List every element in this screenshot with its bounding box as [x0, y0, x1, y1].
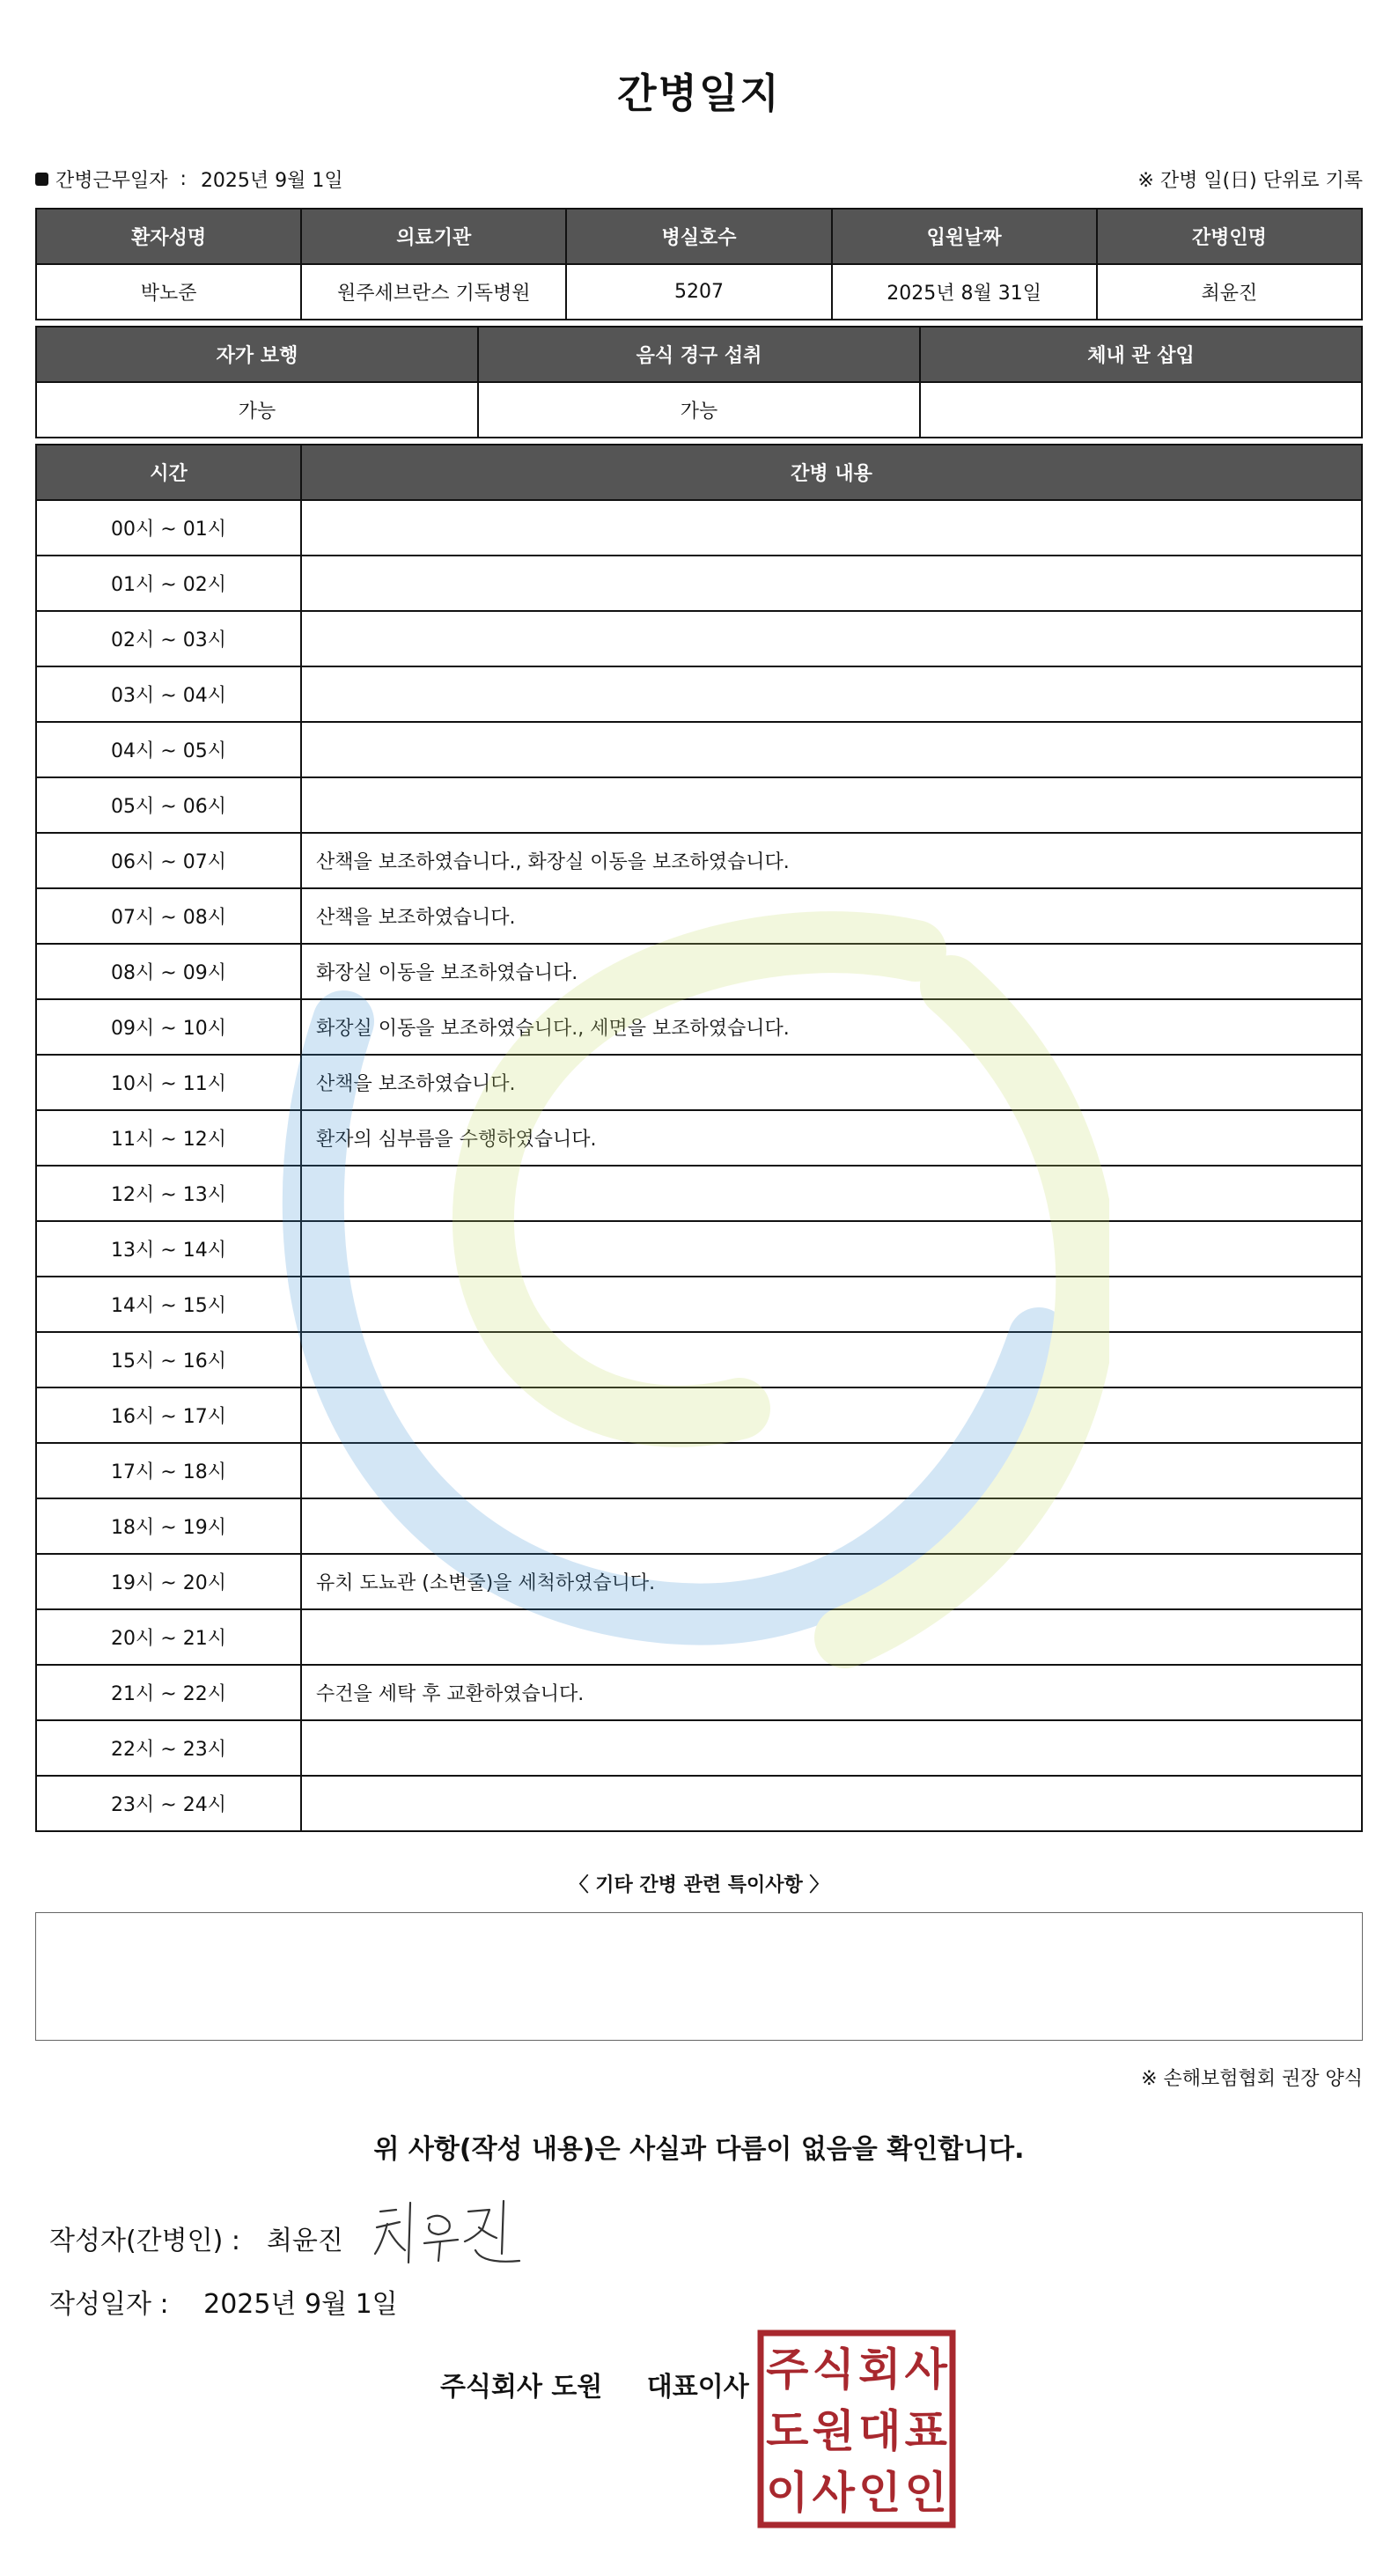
unit-note: ※ 간병 일(日) 단위로 기록 [1137, 170, 1363, 192]
care-content: 수건을 세탁 후 교환하였습니다. [301, 1665, 1362, 1720]
hospital-name: 원주세브란스 기독병원 [301, 264, 566, 320]
care-content [301, 1166, 1362, 1221]
header-care-content: 간병 내용 [301, 445, 1362, 500]
time-slot: 21시 ~ 22시 [36, 1665, 301, 1720]
table-row [36, 1332, 1362, 1387]
oral-intake-value: 가능 [478, 382, 920, 438]
room-number: 5207 [566, 264, 831, 320]
table-header-row [36, 209, 1362, 264]
seal-character: 도 [766, 2405, 809, 2457]
care-content [301, 1387, 1362, 1443]
write-date-line [49, 2282, 398, 2321]
seal-character: 사 [904, 2344, 947, 2396]
table-row [36, 722, 1362, 777]
caregiver-name: 최윤진 [1097, 264, 1362, 320]
time-slot: 11시 ~ 12시 [36, 1110, 301, 1166]
time-slot: 15시 ~ 16시 [36, 1332, 301, 1387]
special-notes-title: 〈 기타 간병 관련 특이사항 〉 [569, 1874, 829, 1896]
patient-name: 박노준 [36, 264, 301, 320]
time-slot: 04시 ~ 05시 [36, 722, 301, 777]
time-slot: 06시 ~ 07시 [36, 833, 301, 888]
write-date-value: 2025년 9월 1일 [203, 2289, 398, 2320]
time-slot: 05시 ~ 06시 [36, 777, 301, 833]
header-patient-name: 환자성명 [36, 209, 301, 264]
admission-date: 2025년 8월 31일 [832, 264, 1097, 320]
write-date-label: 작성일자 : [49, 2289, 169, 2320]
document-title: 간병일지 [617, 70, 781, 117]
handwritten-signature [370, 2192, 537, 2271]
care-content [301, 611, 1362, 666]
tube-insertion-value [920, 382, 1362, 438]
work-date-separator: : [180, 168, 187, 190]
seal-character: 식 [812, 2344, 855, 2396]
table-header-row [36, 445, 1362, 500]
care-content [301, 1498, 1362, 1554]
time-slot: 02시 ~ 03시 [36, 611, 301, 666]
table-row [36, 777, 1362, 833]
patient-status-table [35, 326, 1363, 438]
work-date-label: 간병근무일자 [55, 170, 168, 192]
company-seal-stamp [757, 2329, 956, 2528]
patient-info-table [35, 208, 1363, 320]
seal-character: 인 [858, 2467, 901, 2519]
care-content: 유치 도뇨관 (소변줄)을 세척하였습니다. [301, 1554, 1362, 1609]
work-date [35, 166, 343, 193]
seal-character: 인 [904, 2467, 947, 2519]
care-content: 환자의 심부름을 수행하였습니다. [301, 1110, 1362, 1166]
table-row [36, 888, 1362, 944]
table-row [36, 1055, 1362, 1110]
square-bullet-icon [35, 173, 48, 186]
time-slot: 16시 ~ 17시 [36, 1387, 301, 1443]
care-content [301, 777, 1362, 833]
time-slot: 23시 ~ 24시 [36, 1776, 301, 1831]
care-log-table [35, 444, 1363, 1832]
company-representative: 대표이사 [646, 2372, 749, 2403]
time-slot: 09시 ~ 10시 [36, 999, 301, 1055]
care-content [301, 666, 1362, 722]
care-content: 산책을 보조하였습니다. [301, 1055, 1362, 1110]
table-row [36, 1720, 1362, 1776]
seal-character: 표 [904, 2405, 947, 2457]
special-notes-box [35, 1912, 1363, 2041]
table-row [36, 611, 1362, 666]
seal-character: 주 [766, 2344, 809, 2396]
self-walking-value: 가능 [36, 382, 478, 438]
writer-name: 최윤진 [266, 2226, 343, 2256]
care-content [301, 1720, 1362, 1776]
time-slot: 01시 ~ 02시 [36, 556, 301, 611]
table-row [36, 1443, 1362, 1498]
table-row [36, 264, 1362, 320]
table-row [36, 1554, 1362, 1609]
care-content [301, 722, 1362, 777]
time-slot: 19시 ~ 20시 [36, 1554, 301, 1609]
table-row [36, 1609, 1362, 1665]
table-row [36, 556, 1362, 611]
care-content [301, 1221, 1362, 1277]
header-time: 시간 [36, 445, 301, 500]
company-name: 주식회사 도원 [440, 2372, 603, 2403]
time-slot: 00시 ~ 01시 [36, 500, 301, 556]
time-slot: 22시 ~ 23시 [36, 1720, 301, 1776]
time-slot: 10시 ~ 11시 [36, 1055, 301, 1110]
care-content: 화장실 이동을 보조하였습니다. [301, 944, 1362, 999]
care-content [301, 500, 1362, 556]
time-slot: 13시 ~ 14시 [36, 1221, 301, 1277]
header-caregiver: 간병인명 [1097, 209, 1362, 264]
header-self-walking: 자가 보행 [36, 327, 478, 382]
company-line [440, 2365, 749, 2403]
time-slot: 12시 ~ 13시 [36, 1166, 301, 1221]
time-slot: 20시 ~ 21시 [36, 1609, 301, 1665]
seal-character: 이 [766, 2467, 809, 2519]
care-content [301, 1609, 1362, 1665]
table-row [36, 1665, 1362, 1720]
table-row [36, 382, 1362, 438]
time-slot: 14시 ~ 15시 [36, 1277, 301, 1332]
table-row [36, 666, 1362, 722]
time-slot: 18시 ~ 19시 [36, 1498, 301, 1554]
seal-character: 회 [858, 2344, 901, 2396]
time-slot: 07시 ~ 08시 [36, 888, 301, 944]
table-row [36, 944, 1362, 999]
care-content [301, 1332, 1362, 1387]
work-date-value: 2025년 9월 1일 [200, 170, 343, 192]
header-admission-date: 입원날짜 [832, 209, 1097, 264]
writer-line [49, 2219, 343, 2257]
table-row [36, 833, 1362, 888]
header-tube-insertion: 체내 관 삽입 [920, 327, 1362, 382]
header-hospital: 의료기관 [301, 209, 566, 264]
care-content: 산책을 보조하였습니다., 화장실 이동을 보조하였습니다. [301, 833, 1362, 888]
confirmation-statement: 위 사항(작성 내용)은 사실과 다름이 없음을 확인합니다. [373, 2134, 1025, 2165]
care-content [301, 1277, 1362, 1332]
care-content [301, 556, 1362, 611]
seal-character: 원 [812, 2405, 855, 2457]
time-slot: 17시 ~ 18시 [36, 1443, 301, 1498]
table-row [36, 1277, 1362, 1332]
table-row [36, 1498, 1362, 1554]
time-slot: 08시 ~ 09시 [36, 944, 301, 999]
table-row [36, 999, 1362, 1055]
care-content: 산책을 보조하였습니다. [301, 888, 1362, 944]
header-room: 병실호수 [566, 209, 831, 264]
seal-character: 대 [858, 2405, 901, 2457]
table-row [36, 1166, 1362, 1221]
time-slot: 03시 ~ 04시 [36, 666, 301, 722]
seal-character: 사 [812, 2467, 855, 2519]
table-row [36, 1776, 1362, 1831]
table-row [36, 500, 1362, 556]
care-content [301, 1443, 1362, 1498]
writer-label: 작성자(간병인) : [49, 2226, 240, 2256]
table-row [36, 1221, 1362, 1277]
table-header-row [36, 327, 1362, 382]
table-row [36, 1110, 1362, 1166]
care-content: 화장실 이동을 보조하였습니다., 세면을 보조하였습니다. [301, 999, 1362, 1055]
care-content [301, 1776, 1362, 1831]
header-oral-intake: 음식 경구 섭취 [478, 327, 920, 382]
form-note: ※ 손해보험협회 권장 양식 [1141, 2068, 1363, 2090]
table-row [36, 1387, 1362, 1443]
